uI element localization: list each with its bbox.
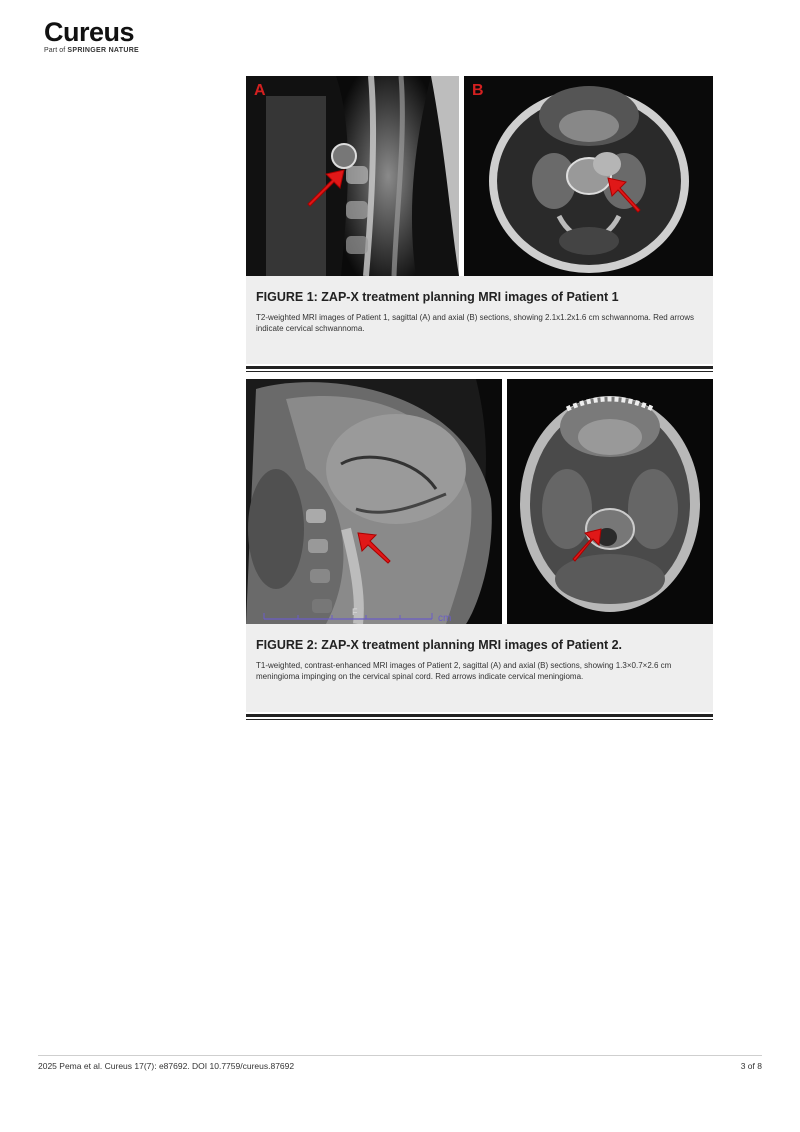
figure-2-panel-a-overlay: [246, 379, 502, 624]
logo-subtitle: [44, 47, 139, 54]
figure-2-panel-b-arrow-overlay: [507, 379, 713, 624]
footer-divider: [38, 1055, 762, 1056]
figure-1-caption: T2-weighted MRI images of Patient 1, sagittal (A) and axial (B) sections, showing 2.1x1.2x1.6 cm schwannoma. Red arrows indicate cervical schwannoma.: [256, 313, 694, 333]
cureus-logo: [44, 18, 139, 54]
figure-1-caption-box: [246, 276, 713, 364]
logo-sub-brand: SPRINGER NATURE: [67, 47, 140, 54]
red-arrow-icon: [608, 178, 640, 212]
figure-2-scale-marker: F: [352, 607, 358, 617]
footer-page-number: 3 of 8: [740, 1061, 762, 1071]
logo-wordmark: Cureus: [44, 17, 135, 47]
figure-2-images: [246, 379, 713, 624]
figure-1-panel-a-label: A: [254, 82, 266, 99]
figure-1-rule-thick: [246, 366, 713, 369]
logo-sub-prefix: Part of: [44, 47, 68, 54]
figure-1-panel-b-label: B: [472, 82, 484, 99]
figure-2: [246, 379, 713, 720]
figure-2-caption: T1-weighted, contrast-enhanced MRI images of Patient 2, sagittal (A) and axial (B) sections, showing 1.3×0.7×2.6 cm meningioma impinging on the cervical spinal cord. Red arrows indicate cervical meningioma.: [256, 661, 672, 681]
figure-1-panel-a-arrow-overlay: [246, 76, 459, 276]
footer-citation: 2025 Pema et al. Cureus 17(7): e87692. DOI 10.7759/cureus.87692: [38, 1061, 295, 1071]
figure-1-title: FIGURE 1: ZAP-X treatment planning MRI images of Patient 1: [256, 290, 619, 304]
figure-1-images: [246, 76, 713, 276]
red-arrow-icon: [308, 170, 344, 206]
figure-1-panel-b-arrow-overlay: [464, 76, 713, 276]
figure-2-rule-thin: [246, 719, 713, 720]
figure-2-title: FIGURE 2: ZAP-X treatment planning MRI images of Patient 2.: [256, 638, 623, 652]
figure-2-scale-unit: cm: [438, 613, 452, 624]
figure-2-rule-thick: [246, 714, 713, 717]
red-arrow-icon: [358, 533, 390, 563]
figure-2-caption-box: [246, 624, 713, 712]
red-arrow-icon: [573, 529, 601, 561]
figure-1-rule-thin: [246, 371, 713, 372]
figure-1: [246, 76, 713, 372]
